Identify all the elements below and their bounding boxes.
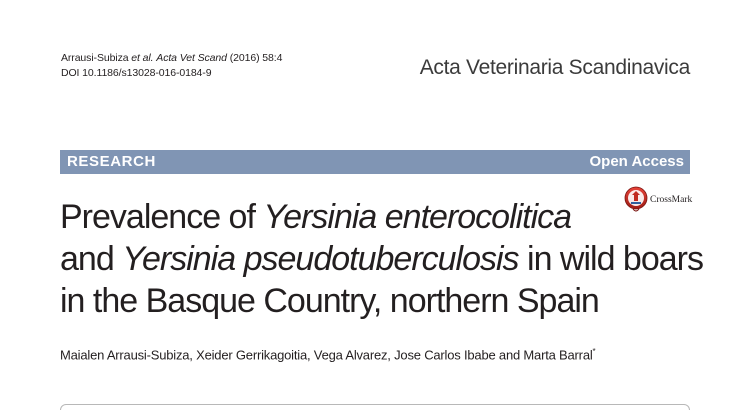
title-text: in wild boars <box>518 240 703 278</box>
corresponding-author-mark: * <box>592 347 596 356</box>
doi[interactable]: DOI 10.1186/s13028-016-0184-9 <box>61 67 212 79</box>
open-access-label: Open Access <box>589 153 684 170</box>
article-title <box>60 196 703 322</box>
citation-year-volume: (2016) 58:4 <box>229 52 283 64</box>
title-text: and <box>60 240 123 278</box>
citation-journal: Acta Vet Scand <box>156 52 227 64</box>
abstract-box <box>60 404 690 410</box>
title-species: Yersinia pseudotuberculosis <box>122 240 519 278</box>
citation-block <box>61 51 282 81</box>
title-line-3: in the Basque Country, northern Spain <box>60 282 599 320</box>
author-names: Maialen Arrausi-Subiza, Xeider Gerrikagoitia, Vega Alvarez, Jose Carlos Ibabe and Marta Barral <box>60 347 593 363</box>
author-list <box>60 347 595 362</box>
citation-etal: et al. <box>131 52 154 64</box>
citation-line <box>61 51 282 66</box>
article-type-banner <box>60 150 690 174</box>
title-line-2 <box>60 238 703 280</box>
title-line-1 <box>60 196 680 238</box>
journal-name: Acta Veterinaria Scandinavica <box>419 56 690 79</box>
crossmark-label: CrossMark <box>650 195 693 205</box>
title-text: Prevalence of <box>60 198 264 236</box>
article-type-label: RESEARCH <box>67 153 156 170</box>
title-species: Yersinia enterocolitica <box>263 198 572 236</box>
citation-authors: Arrausi-Subiza <box>61 52 129 64</box>
